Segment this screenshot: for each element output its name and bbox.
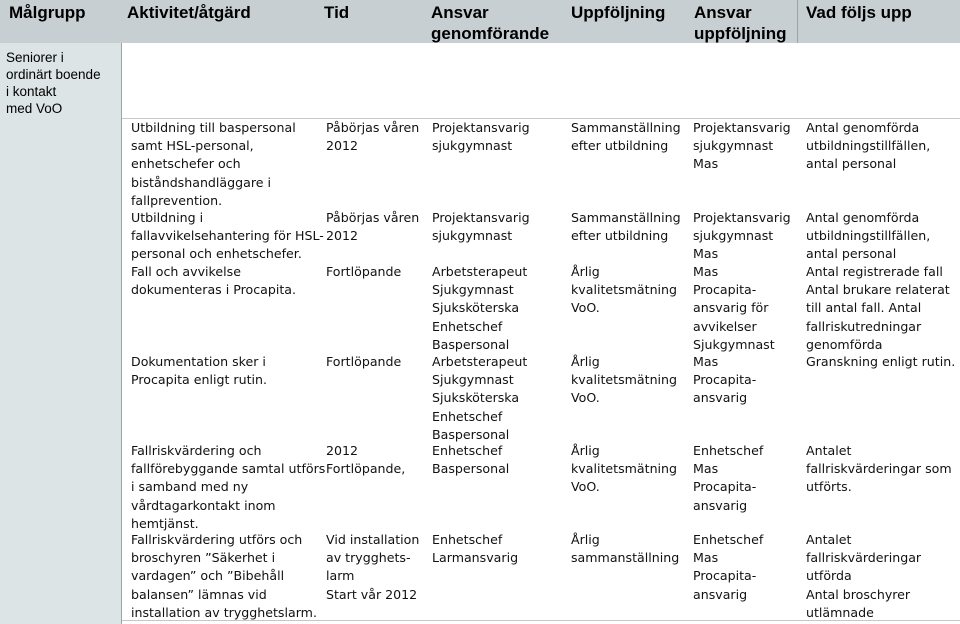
followup-responsible-cell: Projektansvarig sjukgymnast Mas [693,120,791,172]
header-vad-foljs-upp: Vad följs upp [806,3,912,22]
header-ansvar-uppfoljning: Ansvar uppföljning [694,3,787,43]
target-group-label: Seniorer i ordinärt boende i kontakt med VoO [6,50,101,116]
activity-cell: Fallriskvärdering utförs och broschyren ”Säkerhet i vardagen” och ”Bibehåll balansen” lämnas vid installation av trygghetslarm. [131,532,317,620]
followup-cell: Årlig sammanställning [571,532,680,566]
responsible-cell: Arbetsterapeut Sjukgymnast Sjuksköterska Enhetschef Baspersonal [432,354,528,442]
time-cell: Fortlöpande [326,354,402,369]
followup-cell: Sammanställning efter utbildning [571,120,681,154]
table-header [0,0,960,43]
measured-cell: Antal registrerade fall Antal brukare relaterat till antal fall. Antal fallriskutredningar genomförda [806,264,950,352]
measured-cell: Antal genomförda utbildningstillfällen, antal personal [806,210,931,262]
followup-responsible-cell: Enhetschef Mas Procapita- ansvarig [693,532,764,602]
header-divider [797,0,798,43]
followup-responsible-cell: Mas Procapita- ansvarig [693,354,757,406]
time-cell: Påbörjas våren 2012 [326,210,420,244]
activity-cell: Dokumentation sker i Procapita enligt rutin. [131,354,268,388]
followup-cell: Årlig kvalitetsmätning VoO. [571,354,678,406]
time-cell: 2012 Fortlöpande, [326,443,406,477]
measured-cell: Antal genomförda utbildningstillfällen, antal personal [806,120,931,172]
followup-responsible-cell: Enhetschef Mas Procapita- ansvarig [693,443,764,513]
header-uppfoljning: Uppföljning [571,3,666,22]
time-cell: Vid installation av trygghets- larm Start vår 2012 [326,532,420,602]
followup-cell: Årlig kvalitetsmätning VoO. [571,264,678,316]
target-group-column [0,43,121,624]
followup-responsible-cell: Projektansvarig sjukgymnast Mas [693,210,791,262]
time-cell: Påbörjas våren 2012 [326,120,420,154]
responsible-cell: Enhetschef Larmansvarig [432,532,519,566]
header-tid: Tid [324,3,350,22]
header-malgrupp: Målgrupp [9,3,86,22]
activity-cell: Utbildning i fallavvikelsehantering för HSL- personal och enhetschefer. [131,210,324,262]
responsible-cell: Projektansvarig sjukgymnast [432,210,530,244]
activity-cell: Fallriskvärdering och fallförebyggande samtal utförs i samband med ny vårdtagarkontakt inom hemtjänst. [131,443,326,531]
followup-cell: Sammanställning efter utbildning [571,210,681,244]
activity-cell: Fall och avvikelse dokumenteras i Procapita. [131,264,297,298]
followup-cell: Årlig kvalitetsmätning VoO. [571,443,678,495]
followup-responsible-cell: Mas Procapita- ansvarig för avvikelser Sjukgymnast [693,264,775,352]
header-ansvar-genomforande: Ansvar genomförande [431,3,550,43]
responsible-cell: Enhetschef Baspersonal [432,443,510,477]
responsible-cell: Projektansvarig sjukgymnast [432,120,530,154]
responsible-cell: Arbetsterapeut Sjukgymnast Sjuksköterska Enhetschef Baspersonal [432,264,528,352]
time-cell: Fortlöpande [326,264,402,279]
measured-cell: Antalet fallriskvärderingar som utförts. [806,443,952,495]
header-aktivitet: Aktivitet/åtgärd [127,3,251,22]
measured-cell: Antalet fallriskvärderingar utförda Antal broschyrer utlämnade [806,532,922,620]
measured-cell: Granskning enligt rutin. [806,354,956,369]
activity-cell: Utbildning till baspersonal samt HSL-personal, enhetschefer och biståndshandläggare i fallprevention. [131,120,296,208]
column-divider [121,43,122,624]
